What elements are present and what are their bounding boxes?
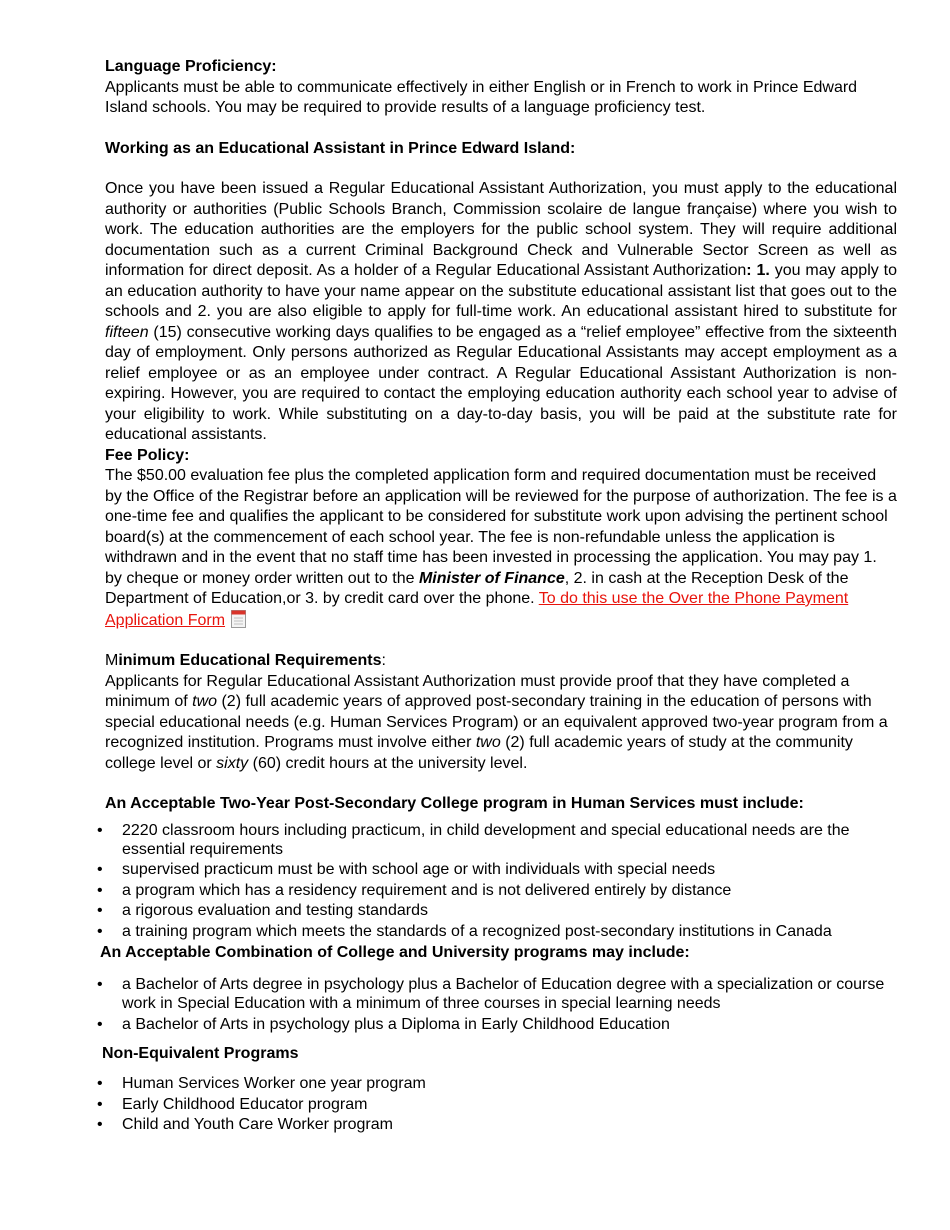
working-heading: Working as an Educational Assistant in Prince Edward Island: (105, 139, 576, 157)
combination-programs-heading: An Acceptable Combination of College and University programs may include: (100, 943, 690, 961)
minimum-requirements-heading: Minimum Educational Requirements: (105, 652, 386, 669)
two-year-program-list (102, 821, 897, 941)
minimum-requirements-text: Applicants for Regular Educational Assistant Authorization must provide proof that they have completed a minimum of two (2) full academic years of approved post-secondary training in the education of persons with special educational needs (e.g. Human Services Program) or an equivalent approved two-year program from a recognized institution. Programs must involve either two (2) full academic years of study at the community college level or sixty (60) credit hours at the university level. (105, 672, 888, 772)
non-equivalent-heading: Non-Equivalent Programs (102, 1044, 299, 1062)
list-item: • a training program which meets the standards of a recognized post-secondary institutions in Canada (97, 922, 897, 941)
list-item: • a rigorous evaluation and testing standards (97, 901, 897, 920)
list-item: • Early Childhood Educator program (97, 1095, 897, 1114)
non-equivalent-list (102, 1074, 897, 1134)
combination-programs-list (102, 975, 897, 1034)
phone-payment-form-link[interactable]: To do this use the Over the Phone Payment Application Form (105, 590, 849, 629)
list-item: • Child and Youth Care Worker program (97, 1115, 897, 1134)
list-item: • supervised practicum must be with school age or with individuals with special needs (97, 860, 897, 879)
list-item: • a Bachelor of Arts in psychology plus a Diploma in Early Childhood Education (97, 1015, 897, 1034)
list-item: • 2220 classroom hours including practicum, in child development and special educational needs are the essential requirements (97, 821, 897, 859)
working-text: Once you have been issued a Regular Educational Assistant Authorization, you must apply to the educational authority or authorities (Public Schools Branch, Commission scolaire de langue française) where you wish to work. The education authorities are the employers for the public school system. They will require additional documentation such as a current Criminal Background Check and Vulnerable Sector Screen as well as information for direct deposit. As a holder of a Regular Educational Assistant Authorization: 1. you may apply to an education authority to have your name appear on the substitute educational assistant list that goes out to the schools and 2. you are also eligible to apply for full-time work. An educational assistant hired to substitute for fifteen (15) consecutive working days qualifies to be engaged as a “relief employee” effective from the sixteenth day of employment. Only persons authorized as Regular Educational Assistants may accept employment as a relief employee or as an employee under contract. A Regular Educational Assistant Authorization is non-expiring. However, you are required to contact the employing education authority each school year to advise of your eligibility to work. While substituting on a day-to-day basis, you will be paid at the substitute rate for educational assistants. (105, 180, 897, 443)
language-proficiency-heading: Language Proficiency: (105, 58, 277, 75)
fee-policy-text: The $50.00 evaluation fee plus the completed application form and required documentation must be received by the Office of the Registrar before an application will be reviewed for the purpose of authorization. The fee is a one-time fee and qualifies the applicant to be considered for substitute work upon advising the pertinent school board(s) at the commencement of each school year. The fee is non-refundable unless the application is withdrawn and in the event that no staff time has been invested in processing the application. You may pay 1. by cheque or money order written out to the Minister of Finance, 2. in cash at the Reception Desk of the Department of Education,or 3. by credit card over the phone. To do this use the Over the Phone Payment Application Form (105, 467, 897, 629)
pdf-icon[interactable] (231, 610, 246, 628)
document-page (100, 57, 897, 1136)
fee-policy-heading: Fee Policy: (105, 446, 190, 464)
list-item: • a Bachelor of Arts degree in psychology plus a Bachelor of Education degree with a specialization or course work in Special Education with a minimum of three courses in special learning needs (97, 975, 897, 1013)
language-proficiency-text: Applicants must be able to communicate effectively in either English or in French to work in Prince Edward Island schools. You may be required to provide results of a language proficiency test. (105, 78, 858, 116)
list-item: • a program which has a residency requirement and is not delivered entirely by distance (97, 881, 897, 900)
list-item: • Human Services Worker one year program (97, 1074, 897, 1093)
two-year-program-heading: An Acceptable Two-Year Post-Secondary College program in Human Services must include: (105, 795, 804, 812)
